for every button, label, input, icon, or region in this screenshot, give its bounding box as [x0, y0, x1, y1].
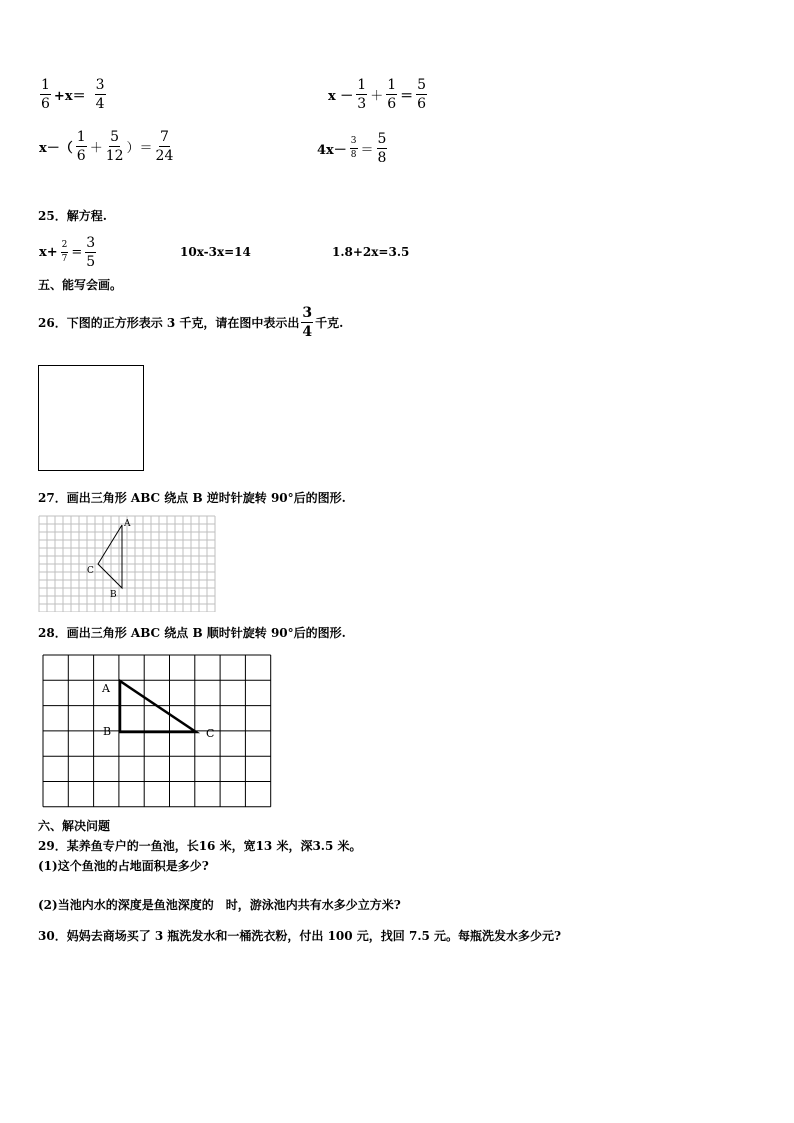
label-b: B	[103, 725, 112, 738]
fraction: $\frac{3}{8}$	[350, 136, 357, 160]
question-29-part-1: (1)这个鱼池的占地面积是多少?	[38, 859, 209, 873]
equation-4: 4x－ $\frac{3}{8}$ ＝ $\frac{5}{8}$	[317, 131, 387, 166]
fraction: $\frac{1}{6}$	[76, 129, 86, 164]
grid-lines	[39, 516, 215, 612]
q28-grid-figure[interactable]	[42, 654, 275, 810]
equation-3: x－（ $\frac{1}{6}$ ＋ $\frac{5}{12}$ ）＝ $\frac{7}{24}$	[39, 129, 174, 164]
fraction: $\frac{3}{5}$	[86, 235, 96, 270]
q25-equation-3: 1.8+2x=3.5	[332, 245, 410, 259]
question-30: 30．妈妈去商场买了 3 瓶洗发水和一桶洗衣粉，付出 100 元，找回 7.5 元。每瓶洗发水多少元?	[38, 929, 562, 943]
q27-grid-figure[interactable]	[38, 515, 218, 612]
fraction: $\frac{3}{4}$	[302, 305, 313, 340]
fraction: $\frac{1}{6}$	[387, 77, 397, 112]
label-b: B	[110, 590, 117, 600]
fraction: $\frac{7}{24}$	[155, 129, 174, 164]
question-26-title: 26．下图的正方形表示 3 千克，请在图中表示出 $\frac{3}{4}$ 千克.	[38, 305, 344, 340]
section-6-heading: 六、解决问题	[38, 819, 111, 833]
label-a: A	[124, 519, 131, 529]
fraction: $\frac{5}{8}$	[377, 131, 387, 166]
fraction: $\frac{5}{6}$	[417, 77, 427, 112]
label-c: C	[87, 566, 94, 576]
fraction: $\frac{3}{4}$	[95, 77, 105, 112]
triangle-abc	[120, 681, 196, 732]
fraction: $\frac{2}{7}$	[61, 240, 68, 264]
fraction: $\frac{1}{3}$	[357, 77, 367, 112]
question-25-title: 25．解方程.	[38, 209, 107, 223]
label-a: A	[102, 682, 110, 695]
fraction: $\frac{5}{12}$	[105, 129, 124, 164]
question-29-part-2: (2)当池内水的深度是鱼池深度的 时，游泳池内共有水多少立方米?	[38, 898, 401, 912]
q25-equation-2: 10x-3x=14	[180, 245, 251, 259]
equation-1: $\frac{1}{6}$ +x＝ $\frac{3}{4}$	[41, 77, 105, 112]
question-27-title: 27．画出三角形 ABC 绕点 B 逆时针旋转 90°后的图形.	[38, 491, 346, 505]
equation-2: x － $\frac{1}{3}$ ＋ $\frac{1}{6}$ ＝ $\frac{5}{6}$	[328, 77, 427, 112]
section-5-heading: 五、能写会画。	[38, 278, 123, 292]
label-c: C	[206, 727, 215, 740]
question-28-title: 28．画出三角形 ABC 绕点 B 顺时针旋转 90°后的图形.	[38, 626, 346, 640]
fraction: $\frac{1}{6}$	[41, 77, 50, 112]
question-29-title: 29．某养鱼专户的一鱼池，长16 米，宽13 米，深3.5 米。	[38, 839, 362, 853]
q25-equation-1: x+ $\frac{2}{7}$ = $\frac{3}{5}$	[39, 235, 96, 270]
answer-square[interactable]	[38, 365, 144, 471]
